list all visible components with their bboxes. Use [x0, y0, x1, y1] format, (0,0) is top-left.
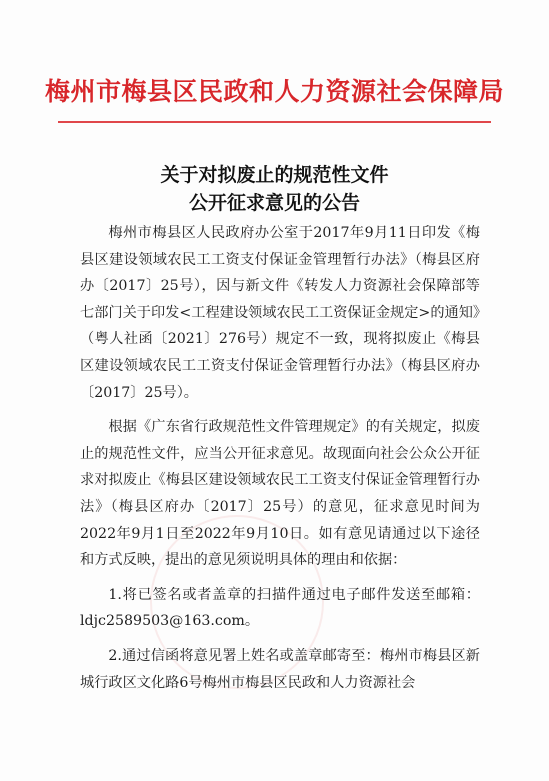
document-title-line-2: 公开征求意见的公告 [188, 192, 360, 214]
paragraph-background: 梅州市梅县区人民政府办公室于2017年9月11日印发《梅县区建设领域农民工工资支付保证金管理暂行办法》（梅县区府办〔2017〕25号），因与新文件《转发人力资源社会保障部等七部门关于印发<工程建设领域农民工工资保证金规定>的通知》（粤人社函〔2021〕276号）规定不一致，现将拟废止《梅县区建设领域农民工工资支付保证金管理暂行办法》（梅县区府办〔2017〕25号）。 [80, 225, 480, 401]
issuing-organization-header: 梅州市梅县区民政和人力资源社会保障局 [44, 77, 504, 106]
document-body [80, 220, 480, 704]
paragraph-method-email: 1.将已签名或者盖章的扫描件通过电子邮件发送至邮箱：ldjc2589503@163.com。 [80, 586, 480, 630]
paragraph-method-mail: 2.通过信函将意见署上姓名或盖章邮寄至：梅州市梅县区新城行政区文化路6号梅州市梅县区民政和人力资源社会 [80, 647, 480, 691]
paragraph-solicitation: 根据《广东省行政规范性文件管理规定》的有关规定，拟废止的规范性文件，应当公开征求意见。故现面向社会公众公开征求对拟废止《梅县区建设领域农民工工资支付保证金管理暂行办法》（梅县区府办〔2017〕25号）的意见，征求意见时间为2022年9月1日至2022年9月10日。如有意见请通过以下途径和方式反映，提出的意见须说明具体的理由和依据： [80, 419, 480, 569]
header-divider-line [58, 121, 491, 123]
document-title-line-1: 关于对拟废止的规范性文件 [160, 164, 389, 186]
